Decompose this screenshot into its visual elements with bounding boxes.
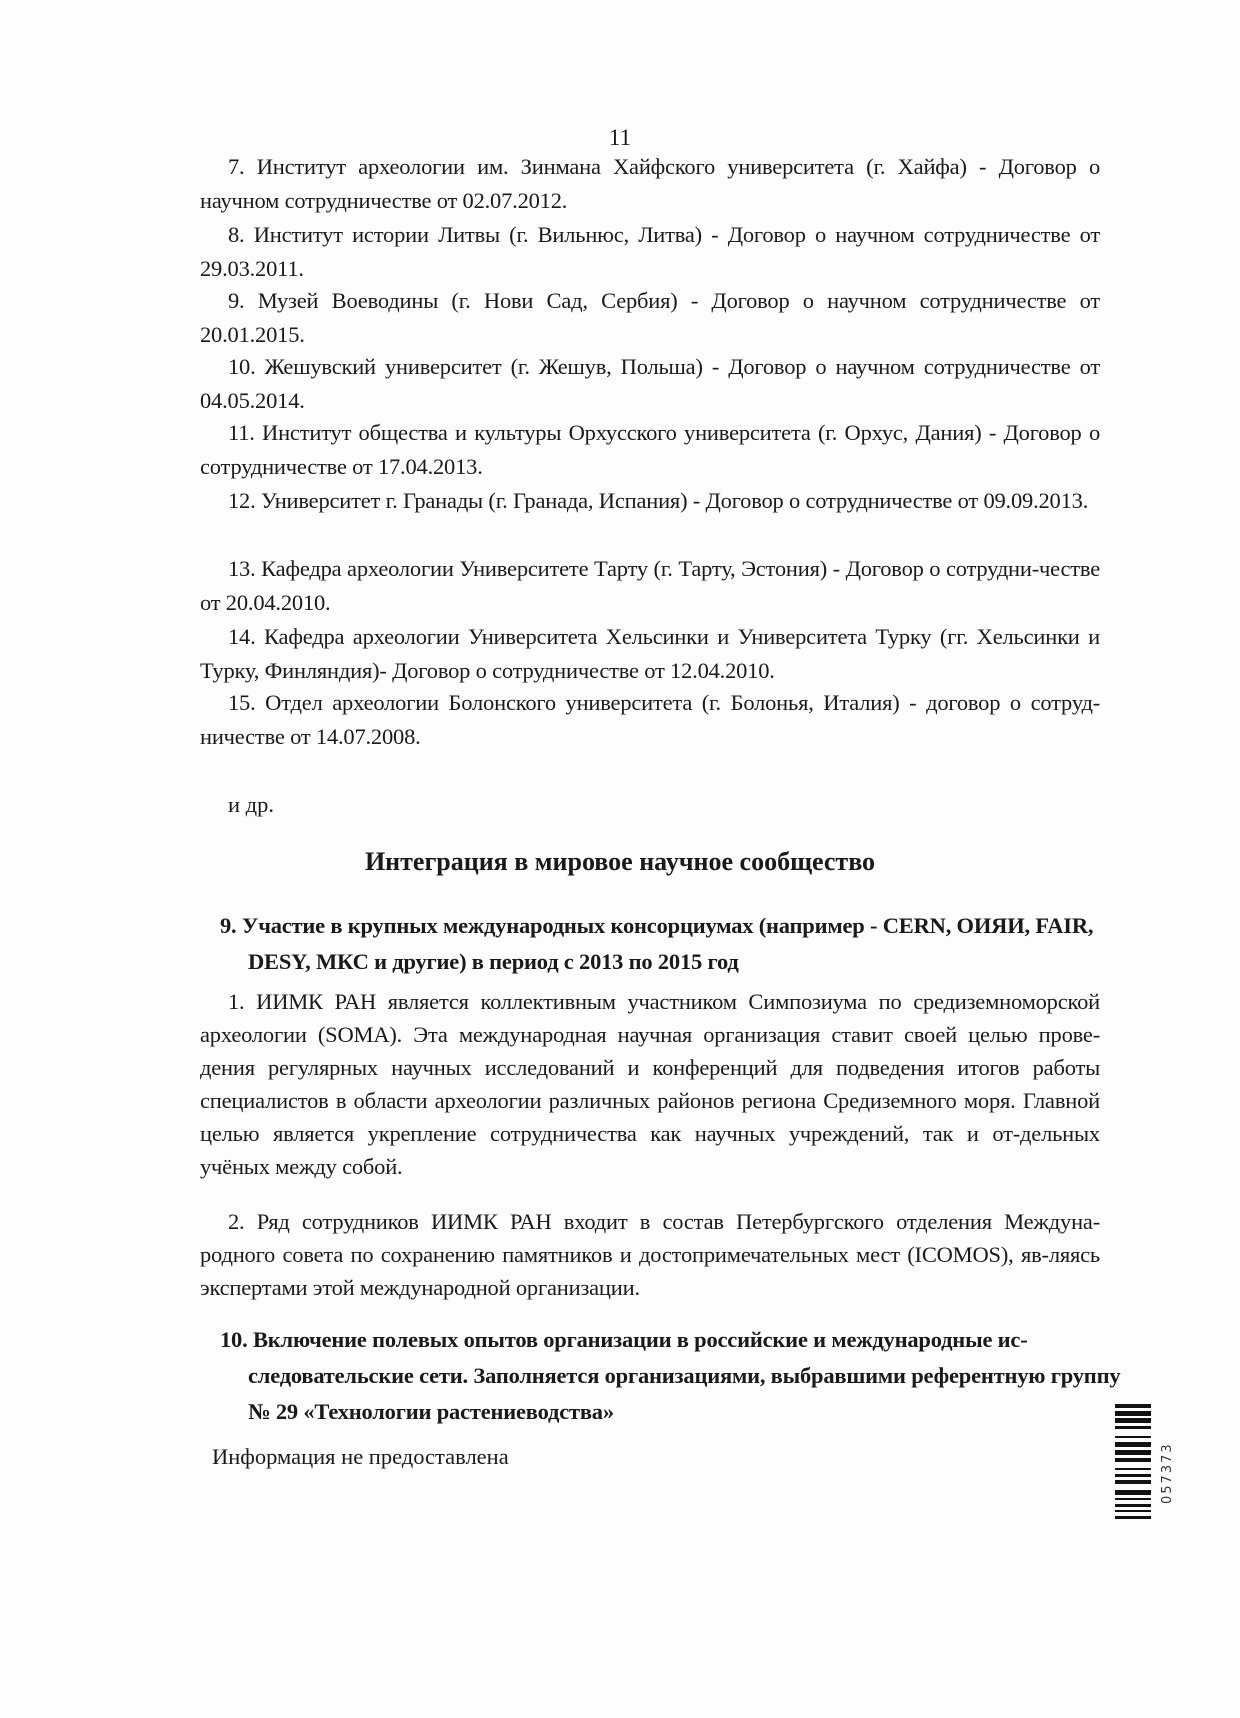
list-item: 15. Отдел археологии Болонского университета (г. Болонья, Италия) - договор о сотруд-ничестве от 14.07.2008. xyxy=(200,690,1100,749)
barcode-bar xyxy=(1115,1450,1151,1455)
list-item: 11. Институт общества и культуры Орхусского университета (г. Орхус, Дания) - Договор о сотрудничестве от 17.04.2013. xyxy=(200,420,1100,479)
subsection-9-paragraph: 1. ИИМК РАН является коллективным участником Симпозиума по средиземноморской археологии (SOMA). Эта международная научная организация ставит своей целью прове-дения регулярных научных исследований и конференций для подведения итогов работы специалистов в области археологии различных районов региона Средиземного моря. Главной целью является укрепление сотрудничества как научных учреждений, так и от-дельных учёных между собой. xyxy=(200,989,1100,1179)
barcode-bar xyxy=(1115,1418,1151,1423)
barcode-bar xyxy=(1115,1426,1151,1429)
list-item: 7. Институт археологии им. Зинмана Хайфского университета (г. Хайфа) - Договор о научном сотрудничестве от 02.07.2012. xyxy=(200,154,1100,213)
subsection-9-title: 9. Участие в крупных международных консорциумах (например - CERN, ОИЯИ, FAIR, DESY, МКС и другие) в период с 2013 по 2015 год xyxy=(220,913,1094,974)
barcode-bar xyxy=(1115,1498,1151,1500)
list-item: 12. Университет г. Гранады (г. Гранада, Испания) - Договор о сотрудничестве от 09.09.2013. xyxy=(228,488,1089,513)
barcode-bar xyxy=(1115,1504,1151,1507)
subsection-9-paragraph: 2. Ряд сотрудников ИИМК РАН входит в состав Петербургского отделения Междуна-родного совета по сохранению памятников и достопримечательных мест (ICOMOS), яв-ляясь экспертами этой международной организации. xyxy=(200,1209,1100,1300)
barcode-bar xyxy=(1115,1442,1151,1447)
page-number: 11 xyxy=(608,125,632,150)
info-not-provided: Информация не предоставлена xyxy=(212,1444,509,1469)
list-item: 13. Кафедра археологии Университете Тарту (г. Тарту, Эстония) - Договор о сотрудни-честве от 20.04.2010. xyxy=(200,556,1100,615)
barcode-bar xyxy=(1115,1404,1151,1408)
barcode-bar xyxy=(1115,1436,1151,1438)
list-item: 8. Институт истории Литвы (г. Вильнюс, Литва) - Договор о научном сотрудничестве от 29.03.2011. xyxy=(200,222,1100,281)
barcode-bar xyxy=(1115,1411,1151,1416)
list-item: 9. Музей Воеводины (г. Нови Сад, Сербия) - Договор о научном сотрудничестве от 20.01.2015. xyxy=(200,288,1100,347)
barcode-bar xyxy=(1115,1490,1151,1495)
barcode-bar xyxy=(1115,1474,1151,1477)
list-item: 10. Жешувский университет (г. Жешув, Польша) - Договор о научном сотрудничестве от 04.05.2014. xyxy=(200,354,1100,413)
barcode-bar xyxy=(1115,1468,1151,1470)
barcode-bar xyxy=(1115,1458,1151,1462)
barcode xyxy=(1115,1404,1151,1522)
list-item: 14. Кафедра археологии Университета Хельсинки и Университета Турку (гг. Хельсинки и Турку, Финляндия)- Договор о сотрудничестве от 12.04.2010. xyxy=(200,624,1100,683)
section-heading: Интеграция в мировое научное сообщество xyxy=(364,847,876,876)
barcode-number: 057373 xyxy=(1160,1442,1175,1504)
barcode-bar xyxy=(1115,1480,1151,1484)
barcode-bar xyxy=(1115,1510,1151,1512)
subsection-10-title: 10. Включение полевых опытов организации в российские и международные ис-следовательские сети. Заполняется организациями, выбравшими референтную группу № 29 «Технологии растениеводства» xyxy=(220,1327,1121,1424)
etc-text: и др. xyxy=(228,792,274,817)
barcode-bar xyxy=(1115,1516,1151,1519)
